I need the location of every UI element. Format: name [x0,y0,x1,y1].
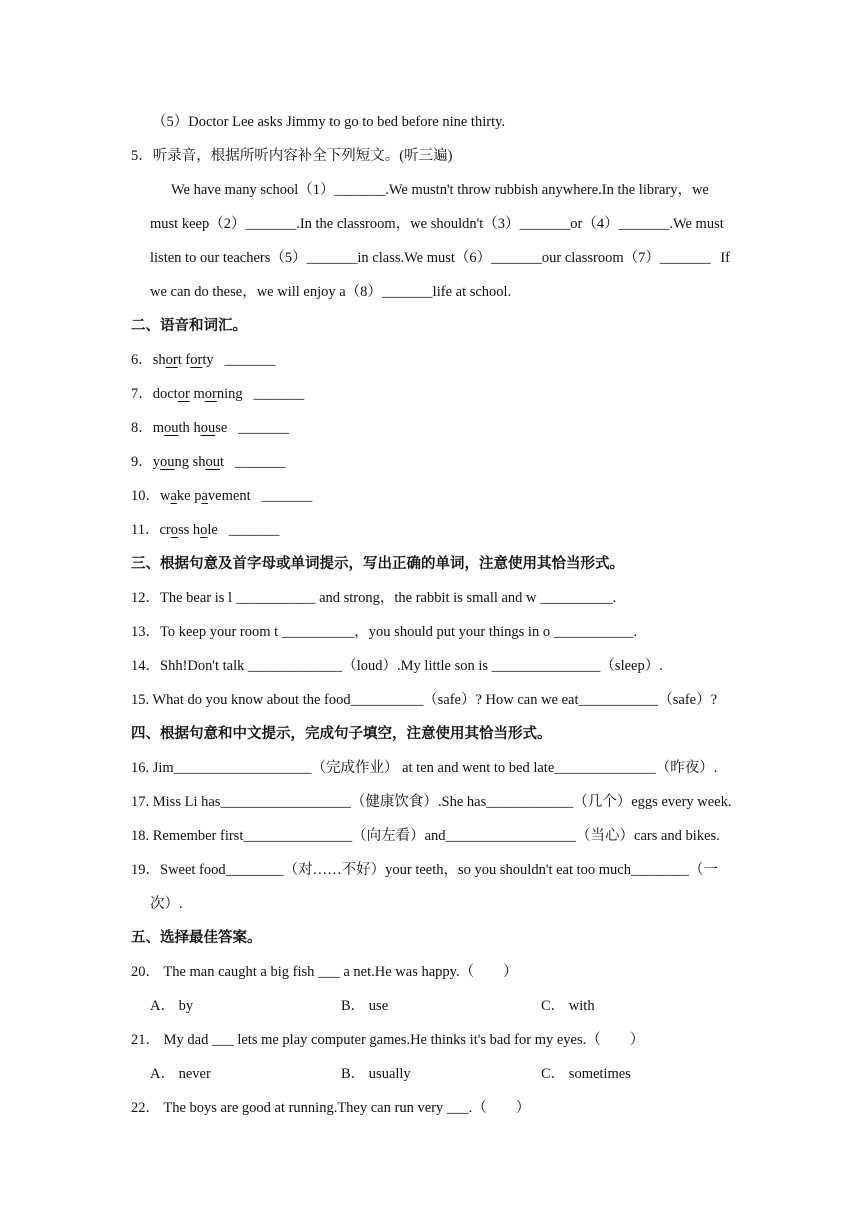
q9-number: 9． [131,454,153,470]
q13: 13．To keep your room t __________，you should put your things in o ___________. [131,624,638,640]
q9-word-1: young [152,454,189,470]
q20-option-b[interactable]: B． use [341,998,389,1014]
q5-title: 5．听录音，根据所听内容补全下列短文。(听三遍) [131,148,453,164]
q21-option-c[interactable]: C． sometimes [541,1066,631,1082]
q5-passage-line-4: we can do these，we will enjoy a（8）_______life at school. [150,284,512,300]
q11-word-2: hole [192,522,218,538]
section-4-heading: 四、根据句意和中文提示，完成句子填空，注意使用其恰当形式。 [131,726,552,742]
q10-word-2: pavement [194,488,251,504]
q21-option-a[interactable]: A． never [150,1066,211,1082]
q7-blank[interactable]: _______ [253,386,305,402]
q5-passage-line-1: We have many school（1）_______.We mustn't throw rubbish anywhere.In the library，we [171,182,709,198]
section-5-heading: 五、选择最佳答案。 [131,930,262,946]
q7-word-1: doctor [152,386,190,402]
q5-passage-line-2: must keep（2）_______.In the classroom，we shouldn't（3）_______or（4）_______.We must [150,216,724,232]
q15: 15. What do you know about the food__________（safe）? How can we eat___________（safe）? [131,692,718,708]
q11-number: 11． [131,522,160,538]
q7-number: 7． [131,386,153,402]
section-3-heading: 三、根据句意及首字母或单词提示，写出正确的单词，注意使用其恰当形式。 [131,556,624,572]
q11-blank[interactable]: _______ [228,522,280,538]
q5-passage-line-3-main: listen to our teachers（5）_______in class.We must（6）_______our classroom（7）_______ [150,250,711,266]
q17: 17. Miss Li has__________________（健康饮食）.She has____________（几个）eggs every week. [131,794,732,810]
q10-blank[interactable]: _______ [261,488,313,504]
q6-blank[interactable]: _______ [224,352,276,368]
q8-word-2: house [193,420,228,436]
q22-stem: 22． The boys are good at running.They can run very ___.（ ） [131,1100,531,1116]
q19-line-2: 次）. [150,896,183,912]
q6-word-1: short [152,352,182,368]
q16: 16. Jim___________________（完成作业） at ten and went to bed late______________（昨夜）. [131,760,718,776]
q10 [131,487,312,505]
q7-word-2: morning [193,386,243,402]
q8-blank[interactable]: _______ [238,420,289,436]
q20-option-a[interactable]: A． by [150,998,194,1014]
q4-statement-5: （5）Doctor Lee asks Jimmy to go to bed before nine thirty. [152,114,506,130]
q18: 18. Remember first_______________（向左看）and__________________（当心）cars and bikes. [131,828,720,844]
q19-line-1: 19．Sweet food________（对……不好）your teeth，so you shouldn't eat too much________（一 [131,862,718,878]
q9 [131,453,286,471]
q5-passage-line-3-end: If [720,250,730,266]
q5-passage-line-3 [150,249,730,267]
q8-word-1: mouth [152,420,190,436]
q8 [131,419,289,437]
section-2-heading: 二、语音和词汇。 [131,318,247,334]
q21-option-b[interactable]: B． usually [341,1066,411,1082]
q21-stem: 21． My dad ___ lets me play computer games.He thinks it's bad for my eyes.（ ） [131,1032,645,1048]
q7 [131,385,304,403]
q11 [131,521,280,539]
q8-number: 8． [131,420,153,436]
q6-number: 6． [131,352,153,368]
q11-word-1: cross [159,522,190,538]
q14: 14．Shh!Don't talk _____________（loud）.My little son is _______________（sleep）. [131,658,663,674]
q6 [131,351,275,369]
q6-word-2: forty [185,352,214,368]
q20-option-c[interactable]: C． with [541,998,595,1014]
q20-stem: 20． The man caught a big fish ___ a net.He was happy.（ ） [131,964,518,980]
q10-number: 10． [131,488,160,504]
q9-blank[interactable]: _______ [234,454,286,470]
q9-word-2: shout [192,454,225,470]
q12: 12．The bear is l ___________ and strong，the rabbit is small and w __________. [131,590,617,606]
q10-word-1: wake [160,488,191,504]
